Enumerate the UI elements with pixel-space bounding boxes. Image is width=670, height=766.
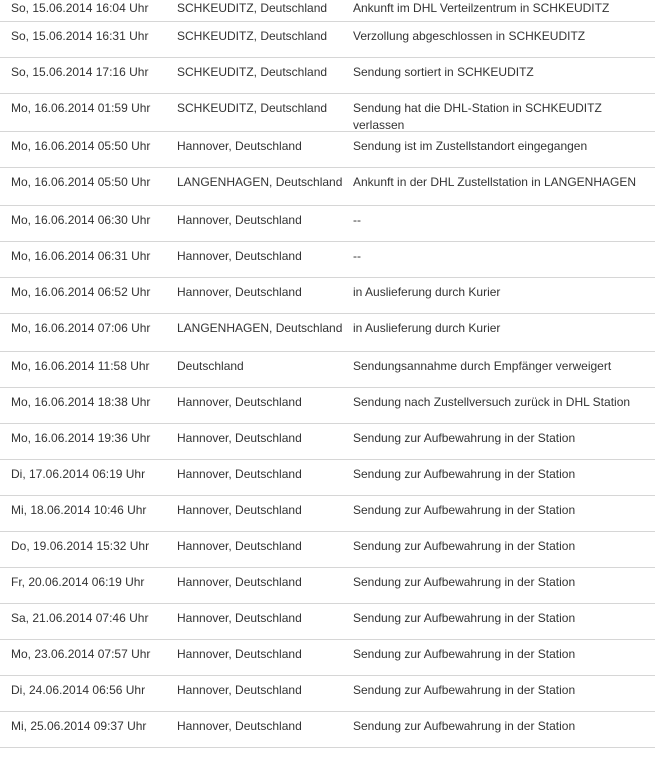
event-location: Hannover, Deutschland [177, 285, 302, 299]
event-date: So, 15.06.2014 16:04 Uhr [11, 1, 149, 15]
event-location: Deutschland [177, 359, 244, 373]
event-location: Hannover, Deutschland [177, 139, 302, 153]
table-row [0, 206, 655, 242]
event-status: Sendung zur Aufbewahrung in der Station [353, 683, 576, 697]
event-location: Hannover, Deutschland [177, 395, 302, 409]
event-location: Hannover, Deutschland [177, 647, 302, 661]
event-location: Hannover, Deutschland [177, 431, 302, 445]
event-status: Sendung zur Aufbewahrung in der Station [353, 431, 576, 445]
event-date: Mo, 16.06.2014 06:30 Uhr [11, 213, 151, 227]
table-row [0, 532, 655, 568]
event-date: Mo, 16.06.2014 01:59 Uhr [11, 101, 151, 115]
event-status: Sendung zur Aufbewahrung in der Station [353, 611, 576, 625]
event-location: LANGENHAGEN, Deutschland [177, 175, 343, 189]
event-status: Ankunft im DHL Verteilzentrum in SCHKEUDITZ [353, 1, 610, 15]
event-date: Mo, 16.06.2014 06:52 Uhr [11, 285, 151, 299]
event-status: Sendung zur Aufbewahrung in der Station [353, 539, 576, 553]
table-row [0, 22, 655, 58]
event-date: Fr, 20.06.2014 06:19 Uhr [11, 575, 145, 589]
event-status: -- [353, 249, 361, 263]
event-date: Sa, 21.06.2014 07:46 Uhr [11, 611, 149, 625]
event-location: Hannover, Deutschland [177, 503, 302, 517]
event-status: Sendung zur Aufbewahrung in der Station [353, 647, 576, 661]
table-row [0, 496, 655, 532]
table-row [0, 712, 655, 748]
table-row [0, 568, 655, 604]
event-status: in Auslieferung durch Kurier [353, 285, 501, 299]
event-date: Mo, 16.06.2014 05:50 Uhr [11, 139, 151, 153]
event-status: Sendung zur Aufbewahrung in der Station [353, 503, 576, 517]
event-location: SCHKEUDITZ, Deutschland [177, 101, 328, 115]
event-date: Do, 19.06.2014 15:32 Uhr [11, 539, 150, 553]
table-row [0, 640, 655, 676]
event-date: So, 15.06.2014 16:31 Uhr [11, 29, 149, 43]
event-location: SCHKEUDITZ, Deutschland [177, 29, 328, 43]
event-status: Sendung hat die DHL-Station in SCHKEUDITZ verlassen [353, 101, 602, 132]
table-row [0, 168, 655, 206]
event-date: Mo, 23.06.2014 07:57 Uhr [11, 647, 151, 661]
table-row [0, 0, 655, 22]
event-location: Hannover, Deutschland [177, 719, 302, 733]
event-location: Hannover, Deutschland [177, 467, 302, 481]
event-date: Mo, 16.06.2014 05:50 Uhr [11, 175, 151, 189]
event-status: in Auslieferung durch Kurier [353, 321, 501, 335]
event-date: Di, 24.06.2014 06:56 Uhr [11, 683, 146, 697]
event-date: Mo, 16.06.2014 07:06 Uhr [11, 321, 151, 335]
event-status: Sendung ist im Zustellstandort eingegangen [353, 139, 588, 153]
table-row [0, 58, 655, 94]
event-location: Hannover, Deutschland [177, 213, 302, 227]
event-location: SCHKEUDITZ, Deutschland [177, 65, 328, 79]
event-location: SCHKEUDITZ, Deutschland [177, 1, 328, 15]
event-status: Sendung sortiert in SCHKEUDITZ [353, 65, 534, 79]
table-row [0, 314, 655, 352]
event-status: Sendung zur Aufbewahrung in der Station [353, 719, 576, 733]
table-row [0, 676, 655, 712]
event-status: Sendung zur Aufbewahrung in der Station [353, 575, 576, 589]
event-location: Hannover, Deutschland [177, 611, 302, 625]
event-date: Di, 17.06.2014 06:19 Uhr [11, 467, 146, 481]
event-status: Sendungsannahme durch Empfänger verweigert [353, 359, 612, 373]
table-row [0, 604, 655, 640]
event-status: Ankunft in der DHL Zustellstation in LANGENHAGEN [353, 175, 637, 189]
event-date: Mo, 16.06.2014 11:58 Uhr [11, 359, 150, 373]
table-row [0, 424, 655, 460]
table-row [0, 132, 655, 168]
table-row [0, 352, 655, 388]
table-row [0, 388, 655, 424]
event-status: Verzollung abgeschlossen in SCHKEUDITZ [353, 29, 586, 43]
table-row [0, 278, 655, 314]
event-location: Hannover, Deutschland [177, 683, 302, 697]
table-row [0, 242, 655, 278]
event-status: Sendung nach Zustellversuch zurück in DHL Station [353, 395, 631, 409]
event-date: Mo, 16.06.2014 06:31 Uhr [11, 249, 151, 263]
event-date: Mo, 16.06.2014 18:38 Uhr [11, 395, 151, 409]
event-location: Hannover, Deutschland [177, 575, 302, 589]
event-date: Mi, 25.06.2014 09:37 Uhr [11, 719, 147, 733]
event-status: Sendung zur Aufbewahrung in der Station [353, 467, 576, 481]
event-location: LANGENHAGEN, Deutschland [177, 321, 343, 335]
table-row [0, 94, 655, 132]
event-date: So, 15.06.2014 17:16 Uhr [11, 65, 149, 79]
table-row [0, 460, 655, 496]
event-location: Hannover, Deutschland [177, 539, 302, 553]
event-status: -- [353, 213, 361, 227]
event-location: Hannover, Deutschland [177, 249, 302, 263]
event-date: Mo, 16.06.2014 19:36 Uhr [11, 431, 151, 445]
event-date: Mi, 18.06.2014 10:46 Uhr [11, 503, 147, 517]
